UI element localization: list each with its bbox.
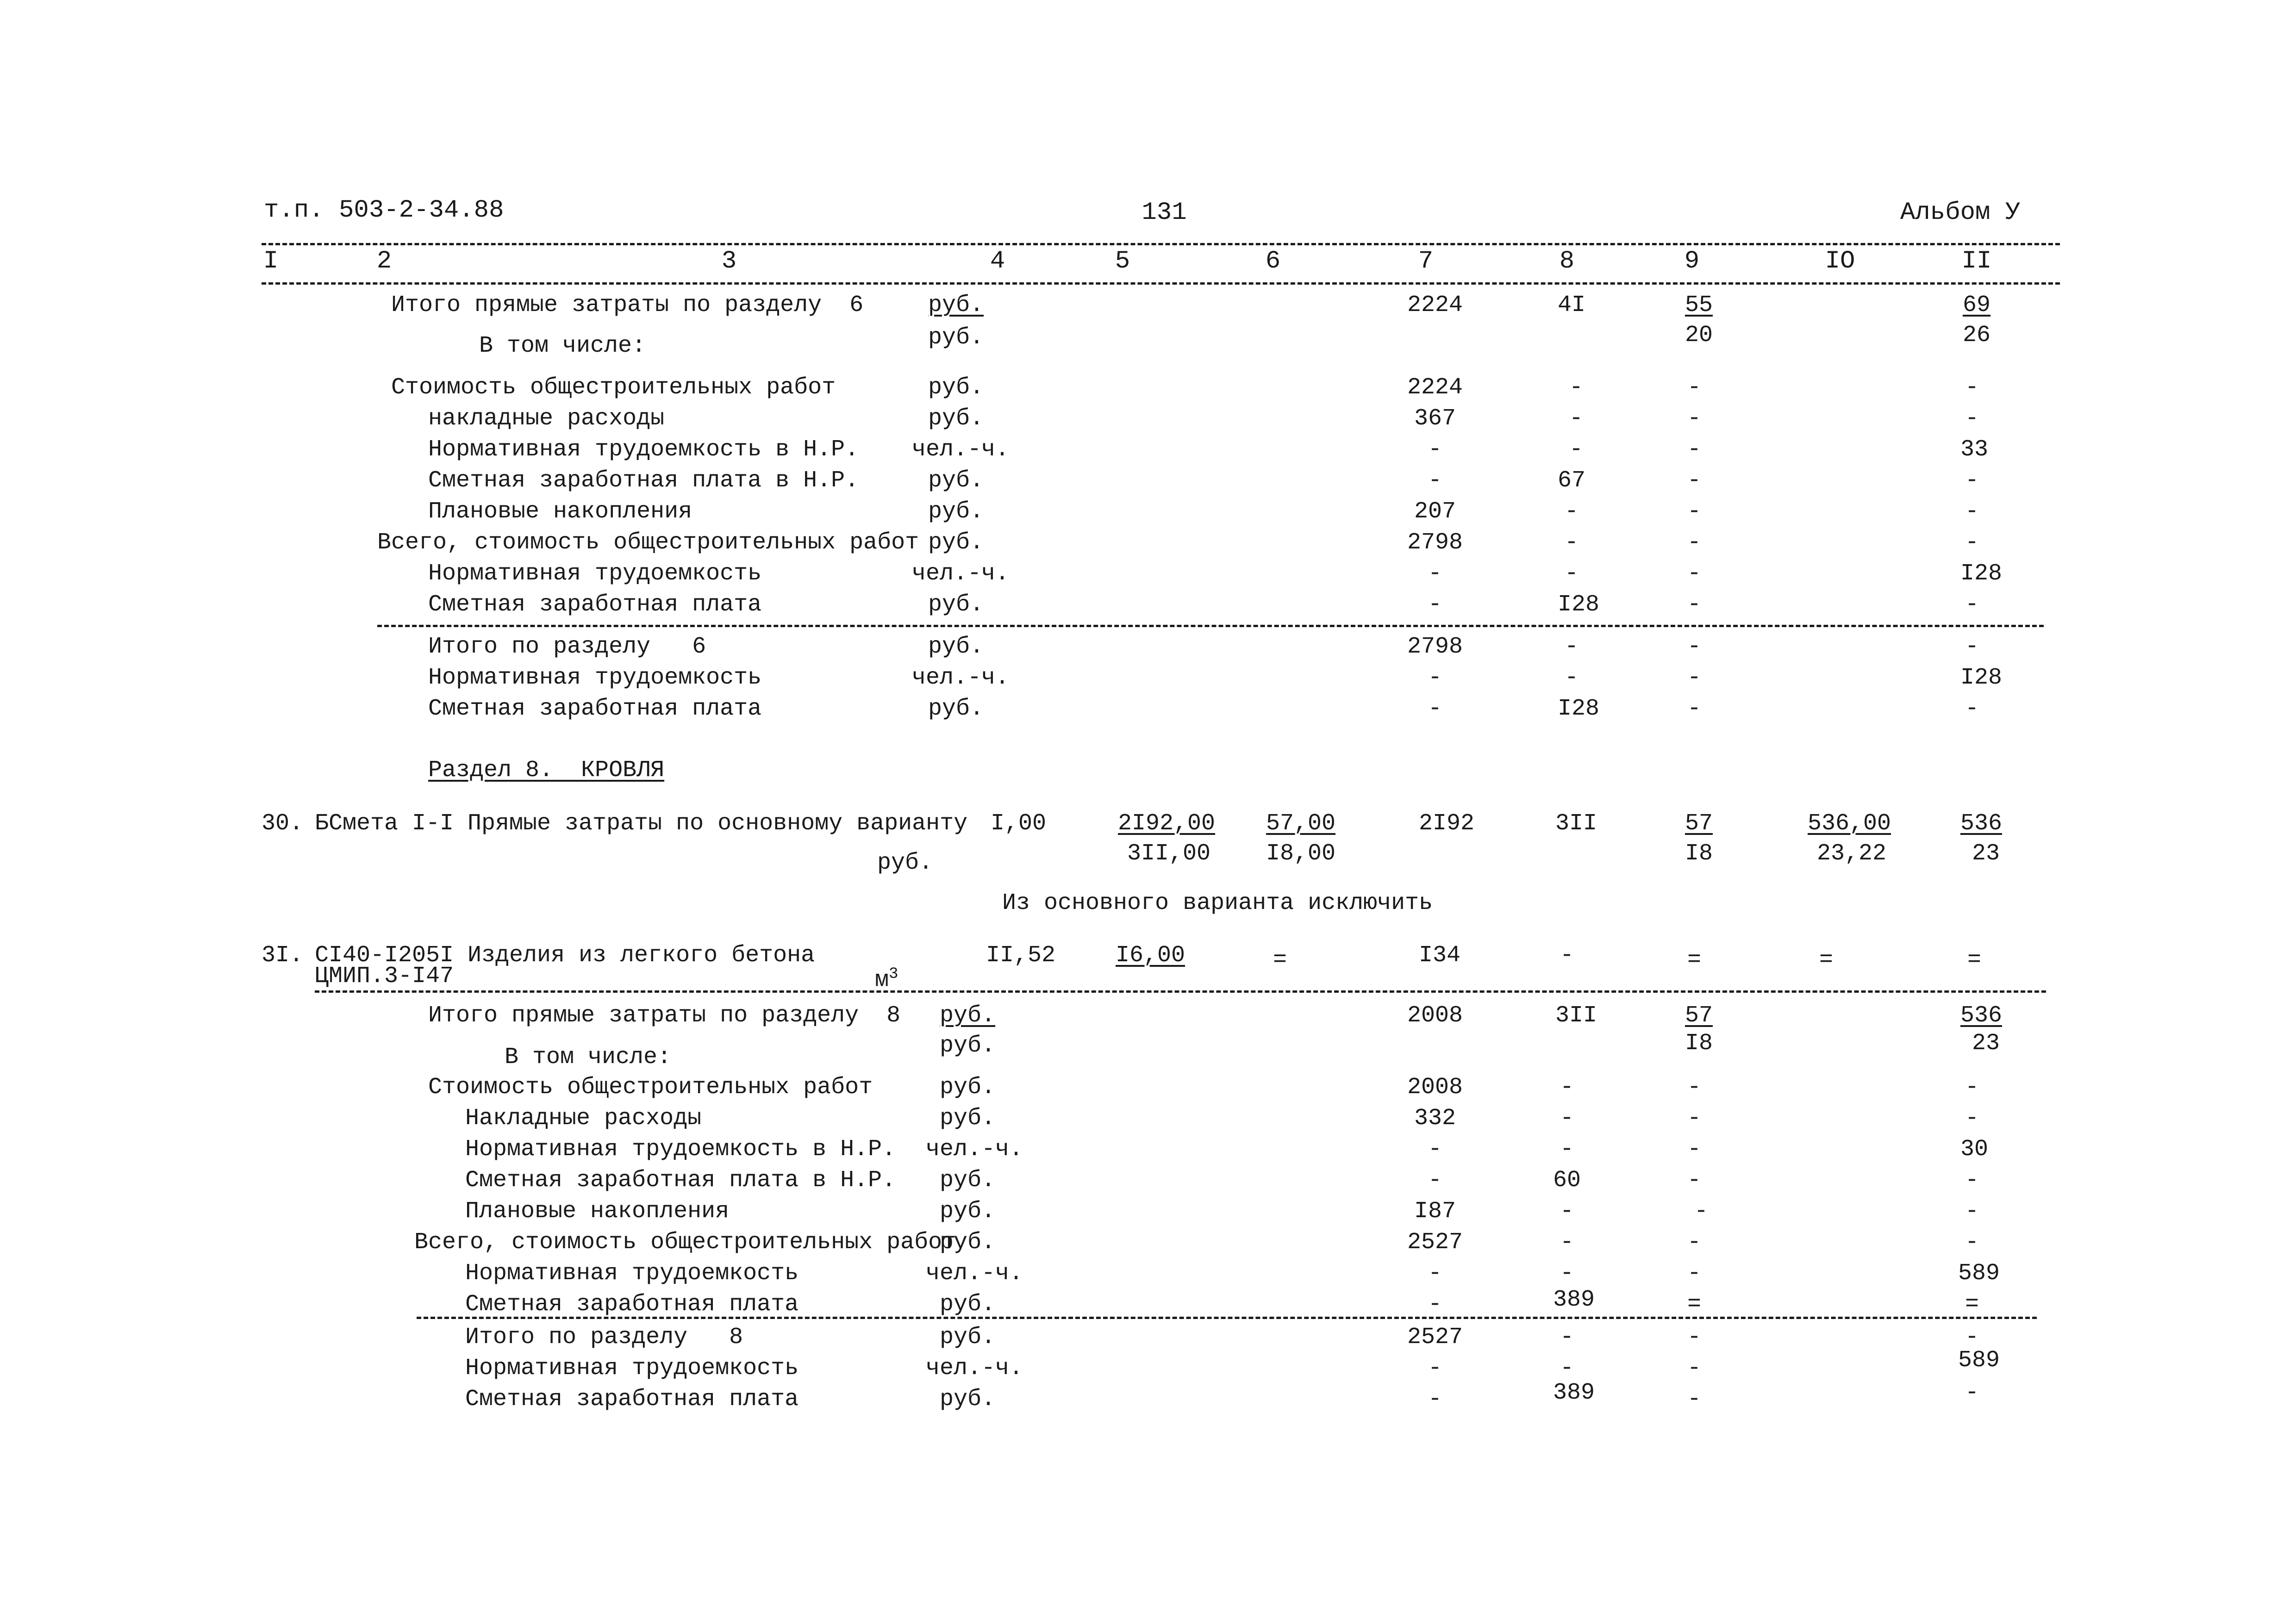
value-c9: 57	[1685, 1002, 1713, 1029]
row-number: 3I.	[262, 942, 304, 969]
row-label: Всего, стоимость общестроительных работ	[414, 1229, 956, 1256]
value-c9: -	[1687, 467, 1702, 494]
value-c8: -	[1560, 1136, 1574, 1163]
value-c11: -	[1965, 696, 1979, 722]
value-c7: -	[1428, 1167, 1442, 1194]
value-c9: 55	[1685, 292, 1713, 318]
col-11: II	[1961, 247, 1992, 275]
value-c7: I34	[1418, 942, 1461, 969]
row-description: Изделия из легкого бетона	[468, 942, 815, 969]
value-c8: -	[1564, 665, 1579, 691]
section-title: Раздел 8. КРОВЛЯ	[428, 757, 665, 784]
row-label: Сметная заработная плата	[465, 1291, 799, 1318]
row-label: Сметная заработная плата	[465, 1386, 799, 1412]
row-code-secondary: ЦМИП.3-I47	[315, 963, 454, 989]
value-c9: -	[1687, 374, 1702, 401]
value-c11: I28	[1960, 665, 2003, 691]
value-c11: 589	[1958, 1260, 2000, 1287]
value-c7: -	[1428, 1355, 1442, 1381]
row-code: БСмета I-I	[315, 810, 454, 837]
row-description: Прямые затраты по основному варианту	[468, 810, 968, 837]
unit-exponent: 3	[889, 965, 898, 983]
value-c7: I87	[1414, 1198, 1456, 1225]
unit: чел.-ч.	[926, 1136, 1023, 1163]
value-c9: -	[1687, 529, 1702, 556]
value-c7: -	[1428, 591, 1442, 618]
row-label: Итого по разделу 6	[428, 634, 706, 660]
row-label: Нормативная трудоемкость в Н.Р.	[428, 436, 859, 463]
value-c7: 2798	[1407, 634, 1463, 660]
value-c7: -	[1428, 665, 1442, 691]
value-c8: -	[1560, 942, 1574, 969]
unit	[875, 960, 898, 995]
value-c8: 389	[1553, 1287, 1595, 1313]
unit: чел.-ч.	[912, 436, 1010, 463]
value-c9: -	[1687, 1355, 1702, 1381]
value-c8: 389	[1553, 1380, 1595, 1406]
value-c8: -	[1560, 1198, 1574, 1225]
row-code: СI40-I205I	[315, 942, 454, 969]
col-6: 6	[1265, 247, 1281, 275]
value-c6b: I8,00	[1266, 840, 1336, 867]
col-3: 3	[721, 247, 737, 275]
unit: руб.	[928, 634, 984, 660]
value-c9: =	[1687, 947, 1702, 973]
row-label: Сметная заработная плата в Н.Р.	[465, 1167, 896, 1194]
value-c11: -	[1965, 1105, 1979, 1132]
col-8: 8	[1559, 247, 1575, 275]
unit: руб.	[940, 1386, 996, 1412]
unit: руб.	[928, 498, 984, 525]
value-c11: -	[1965, 1074, 1979, 1101]
header-code: т.п. 503-2-34.88	[264, 196, 504, 224]
unit: руб.	[940, 1198, 996, 1225]
value-c11: -	[1965, 634, 1979, 660]
row-label: Накладные расходы	[465, 1105, 702, 1132]
col-4: 4	[990, 247, 1005, 275]
value-c8: I28	[1557, 591, 1600, 618]
unit: чел.-ч.	[912, 560, 1010, 587]
value-c8: -	[1560, 1355, 1574, 1381]
value-c9b: I8	[1685, 840, 1713, 867]
value-c7: -	[1428, 1291, 1442, 1318]
col-2: 2	[376, 247, 392, 275]
value-c9: -	[1687, 436, 1702, 463]
unit: руб.	[940, 1167, 996, 1194]
unit: руб.	[928, 324, 984, 351]
value-c10: =	[1819, 947, 1834, 973]
unit-base: м	[875, 967, 889, 994]
value-c11: -	[1965, 498, 1979, 525]
unit: руб.	[940, 1229, 996, 1256]
col-7: 7	[1418, 247, 1434, 275]
value-c9: -	[1687, 1386, 1702, 1412]
value-c9: -	[1687, 405, 1702, 432]
row-label: Сметная заработная плата в Н.Р.	[428, 467, 859, 494]
value-c4: I,00	[990, 810, 1047, 837]
value-c8: -	[1569, 374, 1584, 401]
value-c8: -	[1560, 1260, 1574, 1287]
value-c11: I28	[1960, 560, 2003, 587]
value-c8: -	[1560, 1105, 1574, 1132]
summary-title: Итого прямые затраты по разделу 8	[428, 1002, 901, 1029]
value-c11: =	[1967, 947, 1982, 973]
value-c9: -	[1694, 1198, 1709, 1225]
value-c7: 332	[1414, 1105, 1456, 1132]
header-rule-bottom	[262, 282, 2060, 285]
value-c11: -	[1965, 467, 1979, 494]
value-c8: -	[1564, 498, 1579, 525]
value-c7: 2008	[1407, 1074, 1463, 1101]
value-c11: 536	[1960, 1002, 2003, 1029]
value-c8: -	[1560, 1229, 1574, 1256]
section-rule	[417, 1317, 2037, 1319]
value-c7: -	[1428, 1136, 1442, 1163]
unit: руб.	[928, 374, 984, 401]
value-c8: -	[1560, 1074, 1574, 1101]
value-c11: 589	[1958, 1347, 2000, 1374]
value-c11: -	[1965, 529, 1979, 556]
value-c8: I28	[1557, 696, 1600, 722]
unit: руб.	[928, 405, 984, 432]
value-c7: 2224	[1407, 374, 1463, 401]
value-c9: -	[1687, 498, 1702, 525]
value-c9: -	[1687, 665, 1702, 691]
value-c7: 2008	[1407, 1002, 1463, 1029]
row-label: Плановые накопления	[465, 1198, 730, 1225]
row-label: Плановые накопления	[428, 498, 693, 525]
value-c8: -	[1569, 436, 1584, 463]
row-label: накладные расходы	[428, 405, 665, 432]
value-c6: 57,00	[1266, 810, 1336, 837]
value-c11b: 23	[1972, 1030, 2000, 1057]
value-c8: -	[1564, 634, 1579, 660]
value-c9: -	[1687, 560, 1702, 587]
page-number: 131	[1142, 199, 1187, 227]
value-c7: 2I92	[1418, 810, 1475, 837]
value-c7: 2527	[1407, 1324, 1463, 1350]
album-label: Альбом У	[1900, 199, 2021, 227]
unit: руб.	[928, 529, 984, 556]
unit: руб.	[940, 1033, 996, 1059]
value-c11: 69	[1962, 292, 1991, 318]
value-c9: -	[1687, 1229, 1702, 1256]
value-c11b: 23	[1972, 840, 2000, 867]
unit: руб.	[940, 1291, 996, 1318]
value-c7: 367	[1414, 405, 1456, 432]
exclude-note: Из основного варианта исключить	[1002, 890, 1433, 916]
value-c8: -	[1560, 1324, 1574, 1350]
value-c9b: I8	[1685, 1030, 1713, 1057]
value-c9: -	[1687, 1167, 1702, 1194]
row-label: Стоимость общестроительных работ	[391, 374, 836, 401]
value-c11: -	[1965, 1198, 1979, 1225]
value-c11: -	[1965, 1324, 1979, 1350]
value-c9: -	[1687, 696, 1702, 722]
value-c11: 30	[1960, 1136, 1989, 1163]
value-c7: -	[1428, 467, 1442, 494]
value-c4: II,52	[986, 942, 1056, 969]
value-c5b: 3II,00	[1127, 840, 1211, 867]
col-9: 9	[1684, 247, 1700, 275]
value-c11: =	[1965, 1291, 1979, 1318]
row-label: Нормативная трудоемкость	[428, 665, 762, 691]
unit: руб.	[940, 1074, 996, 1101]
col-1: I	[263, 247, 279, 275]
unit: руб.	[877, 850, 933, 876]
value-c7: 2527	[1407, 1229, 1463, 1256]
value-c6: =	[1273, 947, 1287, 973]
value-c8: 60	[1553, 1167, 1581, 1194]
value-c10: 536,00	[1807, 810, 1891, 837]
value-c11: -	[1965, 1380, 1979, 1406]
row-label: Нормативная трудоемкость	[428, 560, 762, 587]
col-5: 5	[1115, 247, 1130, 275]
value-c8: 3II	[1555, 1002, 1597, 1029]
row-label: Итого по разделу 8	[465, 1324, 743, 1350]
row-label: Нормативная трудоемкость в Н.Р.	[465, 1136, 896, 1163]
row-label: Сметная заработная плата	[428, 591, 762, 618]
value-c8: -	[1564, 529, 1579, 556]
value-c9: -	[1687, 1260, 1702, 1287]
row-label: Стоимость общестроительных работ	[428, 1074, 873, 1101]
value-c9: -	[1687, 1324, 1702, 1350]
value-c11: -	[1965, 405, 1979, 432]
header-rule-top	[262, 243, 2060, 245]
unit: руб.	[940, 1105, 996, 1132]
value-c11: -	[1965, 1229, 1979, 1256]
value-c8: -	[1564, 560, 1579, 587]
row-label: Нормативная трудоемкость	[465, 1260, 799, 1287]
row-label: Сметная заработная плата	[428, 696, 762, 722]
value-c9: -	[1687, 1074, 1702, 1101]
value-c8: 67	[1557, 467, 1586, 494]
unit: руб.	[928, 696, 984, 722]
value-c11: -	[1965, 591, 1979, 618]
unit: чел.-ч.	[912, 665, 1010, 691]
value-c7: 2798	[1407, 529, 1463, 556]
value-c11: -	[1965, 1167, 1979, 1194]
value-c5: 2I92,00	[1117, 810, 1216, 837]
value-c11: 536	[1960, 810, 2003, 837]
value-c11: -	[1965, 374, 1979, 401]
value-c9: -	[1687, 634, 1702, 660]
value-c9: =	[1687, 1291, 1702, 1318]
value-c7: -	[1428, 560, 1442, 587]
row-label: Нормативная трудоемкость	[465, 1355, 799, 1381]
value-c7: -	[1428, 436, 1442, 463]
value-c11b: 26	[1962, 322, 1991, 348]
section-rule	[377, 625, 2044, 627]
unit: руб.	[940, 1002, 996, 1029]
value-c9: -	[1687, 1136, 1702, 1163]
row-label: Всего, стоимость общестроительных работ	[377, 529, 919, 556]
value-c9: -	[1687, 591, 1702, 618]
unit: руб.	[928, 591, 984, 618]
value-c9b: 20	[1685, 322, 1713, 348]
unit: чел.-ч.	[926, 1355, 1023, 1381]
including-label: В том числе:	[505, 1044, 672, 1070]
row-number: 30.	[262, 810, 304, 837]
including-label: В том числе:	[479, 333, 646, 359]
value-c7: -	[1428, 1260, 1442, 1287]
value-c8: -	[1569, 405, 1584, 432]
section-rule	[315, 990, 2046, 993]
value-c8: 3II	[1555, 810, 1597, 837]
unit: руб.	[928, 292, 984, 318]
value-c5: I6,00	[1115, 942, 1185, 969]
value-c7: 2224	[1407, 292, 1463, 318]
col-10: IO	[1825, 247, 1855, 275]
value-c9: 57	[1685, 810, 1713, 837]
unit: руб.	[940, 1324, 996, 1350]
value-c8: 4I	[1557, 292, 1586, 318]
value-c7: -	[1428, 696, 1442, 722]
value-c7: 207	[1414, 498, 1456, 525]
unit: руб.	[928, 467, 984, 494]
unit: чел.-ч.	[926, 1260, 1023, 1287]
value-c7: -	[1428, 1386, 1442, 1412]
value-c9: -	[1687, 1105, 1702, 1132]
value-c11: 33	[1960, 436, 1989, 463]
value-c10b: 23,22	[1816, 840, 1887, 867]
summary-title: Итого прямые затраты по разделу 6	[391, 292, 864, 318]
